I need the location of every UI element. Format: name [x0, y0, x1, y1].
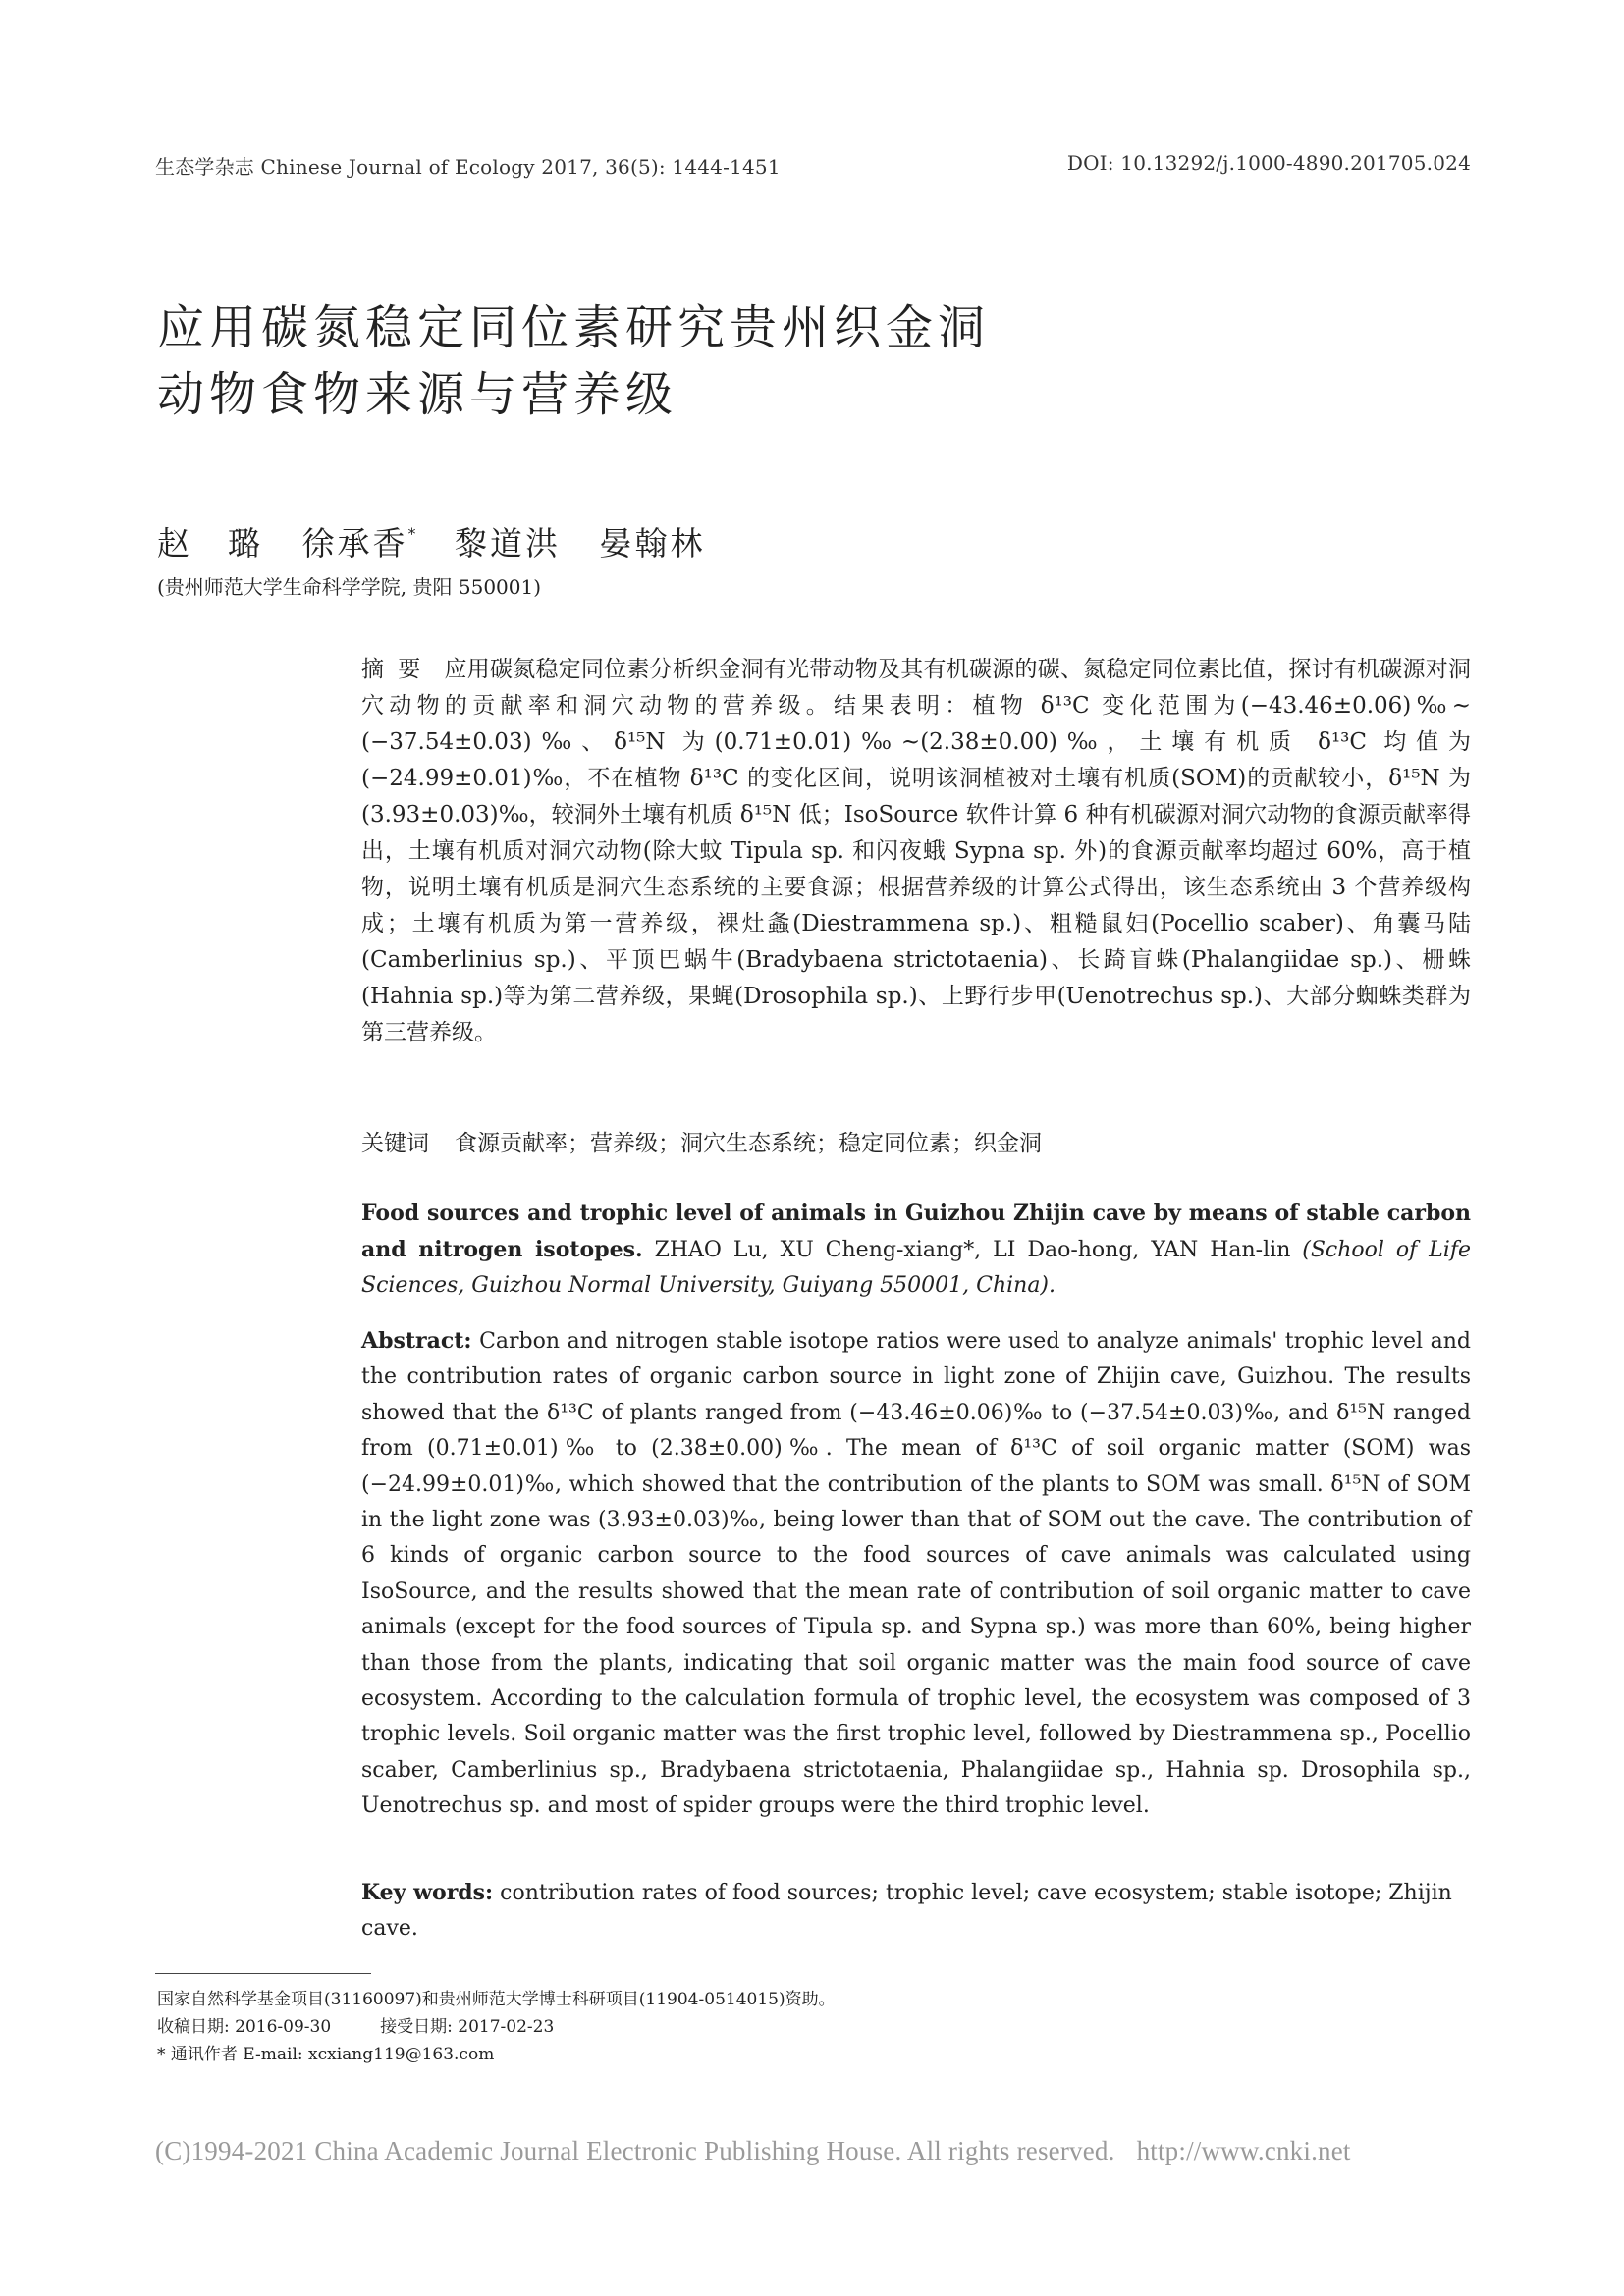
author-2-name: 徐承香 [301, 524, 408, 562]
author-list [157, 518, 731, 564]
copyright-watermark [155, 2136, 1471, 2166]
abstract-en-text: Carbon and nitrogen stable isotope ratios were used to analyze animals' trophic level and the contribution rates of organic carbon source in light zone of Zhijin cave, Guizhou. The results showed that the δ¹³C of plants ranged from (−43.46±0.06)‰ to (−37.54±0.03)‰, and δ¹⁵N ranged from (0.71±0.01)‰ to (2.38±0.00)‰. The mean of δ¹³C of soil organic matter (SOM) was (−24.99±0.01)‰, which showed that the contribution of the plants to SOM was small. δ¹⁵N of SOM in the light zone was (3.93±0.03)‰, being lower than that of SOM out the cave. The contribution of 6 kinds of organic carbon source to the food sources of cave animals was calculated using IsoSource, and the results showed that the mean rate of contribution of soil organic matter to cave animals (except for the food sources of Tipula sp. and Sypna sp.) was more than 60%, being higher than those from the plants, indicating that soil organic matter was the main food source of cave ecosystem. According to the calculation formula of trophic level, the ecosystem was composed of 3 trophic levels. Soil organic matter was the first trophic level, followed by Diestrammena sp., Pocellio scaber, Camberlinius sp., Bradybaena strictotaenia, Phalangiidae sp., Hahnia sp. Drosophila sp., Uenotrechus sp. and most of spider groups were the third trophic level. [361, 1329, 1471, 1819]
english-authors: ZHAO Lu, XU Cheng-xiang*, LI Dao-hong, YAN Han-lin [654, 1238, 1291, 1262]
copyright-text: (C)1994-2021 China Academic Journal Electronic Publishing House. All rights reserved. [155, 2136, 1115, 2165]
abstract-english [361, 1323, 1471, 1825]
keywords-cn-label: 关键词 [361, 1131, 429, 1156]
abstract-en-label: Abstract: [361, 1328, 472, 1354]
accepted-date: 接受日期: 2017-02-23 [380, 2017, 555, 2037]
dates-note [157, 2012, 554, 2037]
cnki-link[interactable]: http://www.cnki.net [1136, 2136, 1351, 2165]
keywords-chinese [361, 1125, 1471, 1157]
english-title: Food sources and trophic level of animals in Guizhou Zhijin cave by means of stable carbon and nitrogen isotopes. [361, 1201, 1471, 1262]
abstract-chinese [361, 652, 1471, 1051]
corresponding-author-note: * 通讯作者 E-mail: xcxiang119@163.com [157, 2045, 495, 2064]
author-3: 黎道洪 [455, 524, 561, 562]
title-line-2: 动物食物来源与营养级 [157, 367, 678, 422]
english-affiliation: (School of Life Sciences, Guizhou Normal University, Guiyang 550001, China). [361, 1238, 1471, 1298]
keywords-english [361, 1875, 1471, 1947]
author-1: 赵 璐 [157, 524, 263, 562]
keywords-cn-text: 食源贡献率；营养级；洞穴生态系统；稳定同位素；织金洞 [455, 1131, 1042, 1156]
author-4: 晏翰林 [599, 524, 706, 562]
funding-note: 国家自然科学基金项目(31160097)和贵州师范大学博士科研项目(11904-0514015)资助。 [157, 1990, 836, 2009]
keywords-en-text: contribution rates of food sources; trophic level; cave ecosystem; stable isotope; Zhijin cave. [361, 1881, 1452, 1941]
keywords-en-label: Key words: [361, 1880, 494, 1905]
title-line-1: 应用碳氮稳定同位素研究贵州织金洞 [157, 300, 991, 355]
journal-header: 生态学杂志 Chinese Journal of Ecology 2017, 36(5): 1444-1451 [155, 155, 781, 179]
corresponding-mark: * [407, 524, 416, 543]
author-2 [302, 524, 416, 562]
footnote-divider [155, 1973, 371, 1974]
affiliation: (贵州师范大学生命科学学院, 贵阳 550001) [157, 575, 542, 599]
abstract-cn-label: 摘要 [361, 657, 435, 682]
abstract-cn-text: 应用碳氮稳定同位素分析织金洞有光带动物及其有机碳源的碳、氮稳定同位素比值，探讨有机碳源对洞穴动物的贡献率和洞穴动物的营养级。结果表明：植物 δ¹³C 变化范围为(−43.46±0.06)‰~(−37.54±0.03)‰、δ¹⁵N 为(0.71±0.01)‰~(2.38±0.00)‰，土壤有机质 δ¹³C 均值为(−24.99±0.01)‰，不在植物 δ¹³C 的变化区间，说明该洞植被对土壤有机质(SOM)的贡献较小，δ¹⁵N 为(3.93±0.03)‰，较洞外土壤有机质 δ¹⁵N 低；IsoSource 软件计算 6 种有机碳源对洞穴动物的食源贡献率得出，土壤有机质对洞穴动物(除大蚊 Tipula sp. 和闪夜蛾 Sypna sp. 外)的食源贡献率均超过 60%，高于植物，说明土壤有机质是洞穴生态系统的主要食源；根据营养级的计算公式得出，该生态系统由 3 个营养级构成；土壤有机质为第一营养级，裸灶螽(Diestrammena sp.)、粗糙鼠妇(Pocellio scaber)、角囊马陆(Camberlinius sp.)、平顶巴蜗牛(Bradybaena strictotaenia)、长踦盲蛛(Phalangiidae sp.)、栅蛛(Hahnia sp.)等为第二营养级，果蝇(Drosophila sp.)、上野行步甲(Uenotrechus sp.)、大部分蜘蛛类群为第三营养级。 [361, 657, 1472, 1045]
english-title-block [361, 1196, 1471, 1304]
received-date: 收稿日期: 2016-09-30 [157, 2017, 332, 2037]
page-title [157, 294, 1237, 428]
doi-header: DOI: 10.13292/j.1000-4890.201705.024 [1066, 151, 1471, 175]
